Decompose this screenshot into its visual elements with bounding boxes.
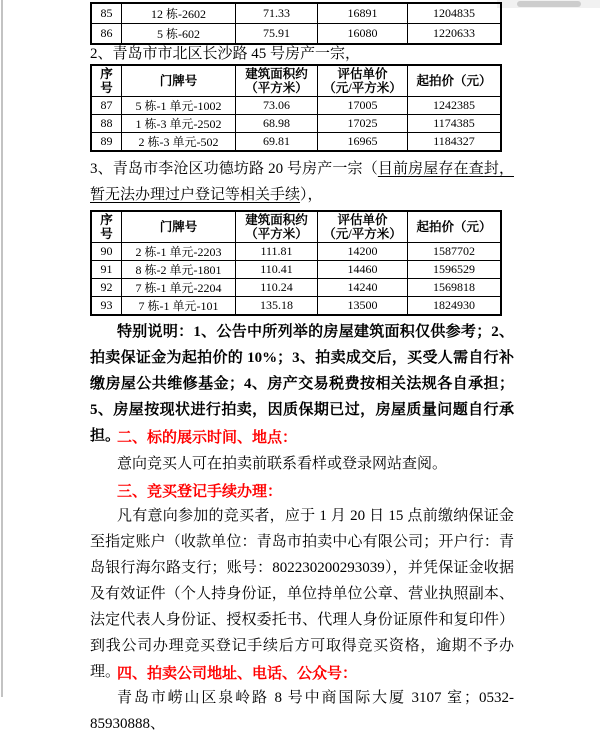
cell-start-price: 1596529 (408, 261, 502, 279)
cell-unit-price: 14240 (318, 279, 408, 297)
cell-seq: 93 (91, 297, 122, 316)
cell-area: 110.24 (236, 279, 318, 297)
cell-unit-price: 16080 (318, 24, 408, 45)
cell-area: 69.81 (236, 133, 318, 152)
cell-area: 68.98 (236, 115, 318, 133)
col-door (122, 211, 236, 243)
col-seq-label-line2: 号 (100, 227, 113, 241)
cell-door: 8 栋-2 单元-1801 (122, 261, 236, 279)
registration-section-heading: 三、竞买登记手续办理： (117, 484, 283, 500)
col-area (236, 65, 318, 97)
col-area (236, 211, 318, 243)
col-unit-price-label-line2: （元/平方米） (323, 227, 402, 241)
table-row (91, 115, 501, 133)
cell-unit-price: 13500 (318, 297, 408, 316)
cell-area: 75.91 (236, 24, 318, 45)
col-unit-price-label-line1: 评估单价 (337, 213, 388, 227)
cell-start-price: 1204835 (408, 3, 502, 24)
cell-area: 110.41 (236, 261, 318, 279)
col-seq (91, 211, 122, 243)
changsha-property-table (90, 64, 502, 152)
col-unit-price-label-line1: 评估单价 (337, 67, 388, 81)
section-3-heading-suffix: ）， (300, 187, 323, 203)
table-header-row (91, 211, 501, 243)
table-header-row (91, 65, 501, 97)
col-area-label-line1: 建筑面积约 (245, 67, 308, 81)
cell-start-price: 1174385 (408, 115, 502, 133)
special-note-paragraph: 特别说明：1、公告中所列举的房屋建筑面积仅供参考；2、拍卖保证金为起拍价的 10%；3、拍卖成交后，买受人需自行补缴房屋公共维修基金；4、房产交易税费按相关法规各自承担；5、房屋按现状进行拍卖，因质保期已过，房屋质量问题自行承担。 (90, 324, 514, 444)
cell-seq: 92 (91, 279, 122, 297)
col-unit-price-label-line2: （元/平方米） (323, 81, 402, 95)
horizontal-scrollbar-thumb[interactable] (517, 1, 581, 7)
table-row (91, 297, 501, 316)
cell-door: 2 栋-1 单元-2203 (122, 243, 236, 261)
cell-unit-price: 14200 (318, 243, 408, 261)
cell-door: 5 栋-602 (122, 24, 236, 45)
col-seq-label-line1: 序 (100, 213, 113, 227)
cell-area: 71.33 (236, 3, 318, 24)
cell-seq: 89 (91, 133, 122, 152)
col-start-price (408, 65, 502, 97)
col-start-price (408, 211, 502, 243)
cell-start-price: 1587702 (408, 243, 502, 261)
col-seq (91, 65, 122, 97)
table-row (91, 3, 501, 24)
cell-area: 73.06 (236, 97, 318, 115)
section-3-heading (90, 156, 514, 208)
company-section-heading: 四、拍卖公司地址、电话、公众号： (117, 666, 358, 682)
col-area-label-line2: （平方米） (245, 227, 308, 241)
cell-door: 12 栋-2602 (122, 3, 236, 24)
cell-door: 2 栋-3 单元-502 (122, 133, 236, 152)
cell-seq: 90 (91, 243, 122, 261)
cell-start-price: 1184327 (408, 133, 502, 152)
section-2-heading: 2、青岛市市北区长沙路 45 号房产一宗， (90, 46, 361, 62)
registration-section-body: 凡有意向参加的竞买者，应于 1 月 20 日 15 点前缴纳保证金至指定账户（收款单位：青岛市拍卖中心有限公司；开户行：青岛银行海尔路支行；账号：802230200293039），并凭保证金收据及有效证件（个人持身份证，单位持单位公章、营业执照副本、法定代表人身份证、授权委托书、代理人身份证原件和复印件）到我公司办理竞买登记手续后方可取得竞买资格，逾期不予办理。 (90, 508, 514, 680)
cell-seq: 87 (91, 97, 122, 115)
cell-area: 111.81 (236, 243, 318, 261)
col-door-label: 门牌号 (159, 220, 198, 234)
col-door-label: 门牌号 (159, 74, 198, 88)
cell-unit-price: 16965 (318, 133, 408, 152)
document-content (90, 2, 514, 737)
section-3-heading-prefix: 3、青岛市李沧区功德坊路 20 号房产一宗（ (90, 161, 378, 177)
col-seq-label-line1: 序 (100, 67, 113, 81)
cell-door: 7 栋-1 单元-2204 (122, 279, 236, 297)
cell-unit-price: 14460 (318, 261, 408, 279)
col-area-label-line1: 建筑面积约 (245, 213, 308, 227)
col-start-price-label: 起拍价（元） (416, 74, 492, 88)
cell-door: 5 栋-1 单元-1002 (122, 97, 236, 115)
cell-seq: 91 (91, 261, 122, 279)
cell-door: 1 栋-3 单元-2502 (122, 115, 236, 133)
table-row (91, 24, 501, 45)
table-row (91, 133, 501, 152)
property-table-continued (90, 2, 502, 45)
cell-seq: 88 (91, 115, 122, 133)
table-row (91, 279, 501, 297)
cell-seq: 85 (91, 3, 122, 24)
cell-start-price: 1220633 (408, 24, 502, 45)
cell-start-price: 1824930 (408, 297, 502, 316)
col-door (122, 65, 236, 97)
section-3-heading-underlined: 目前房屋存在查封，暂无法办理过户登记等相关手续 (90, 161, 514, 203)
col-unit-price (318, 65, 408, 97)
company-section-body: 青岛市崂山区泉岭路 8 号中商国际大厦 3107 室；0532-85930888、 (90, 690, 514, 732)
cell-unit-price: 17005 (318, 97, 408, 115)
col-area-label-line2: （平方米） (245, 81, 308, 95)
cell-unit-price: 17025 (318, 115, 408, 133)
cell-start-price: 1569818 (408, 279, 502, 297)
display-section-heading: 二、标的展示时间、地点： (117, 430, 298, 446)
cell-door: 7 栋-1 单元-101 (122, 297, 236, 316)
table-row (91, 97, 501, 115)
cell-seq: 86 (91, 24, 122, 45)
cell-area: 135.18 (236, 297, 318, 316)
col-unit-price (318, 211, 408, 243)
gongdefang-property-table (90, 210, 502, 316)
table-row (91, 261, 501, 279)
cell-unit-price: 16891 (318, 3, 408, 24)
table-row (91, 243, 501, 261)
cell-start-price: 1242385 (408, 97, 502, 115)
display-section-body: 意向竞买人可在拍卖前联系看样或登录网站查阅。 (117, 456, 448, 472)
col-start-price-label: 起拍价（元） (416, 220, 492, 234)
col-seq-label-line2: 号 (100, 81, 113, 95)
page-left-edge (1, 0, 3, 697)
